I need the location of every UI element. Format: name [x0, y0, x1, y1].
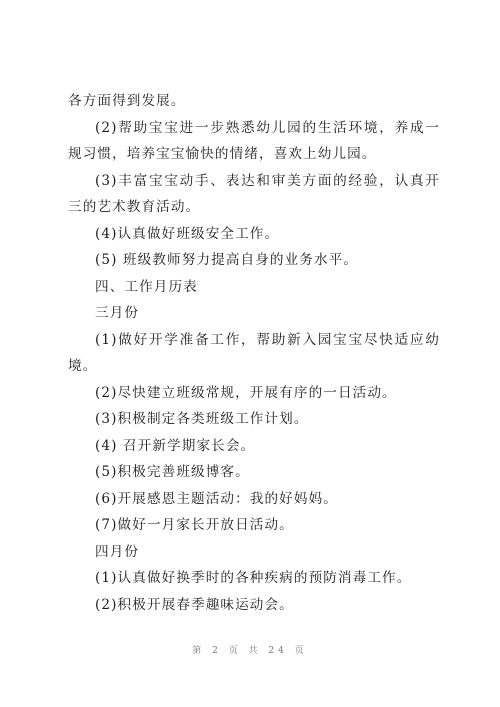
page-body — [68, 88, 440, 618]
text-line: (4) 召开新学期家长会。 — [95, 437, 256, 454]
text-line: (6)开展感恩主题活动：我的好妈妈。 — [95, 490, 338, 507]
text-line: (5)积极完善班级博客。 — [95, 464, 250, 480]
text-line: 各方面得到发展。 — [68, 93, 186, 109]
text-line: (2)帮助宝宝进一步熟悉幼儿园的生活环境，养成一 — [95, 119, 440, 136]
section-heading: 四、工作月历表 — [95, 278, 198, 295]
text-line: 境。 — [68, 358, 98, 374]
text-line: (2)积极开展春季趣味运动会。 — [95, 596, 294, 613]
page-number-footer: 第 2 页 共 24 页 — [192, 646, 308, 656]
month-heading: 三月份 — [95, 305, 140, 321]
text-line: (7)做好一月家长开放日活动。 — [95, 517, 294, 533]
text-line: 三的艺术教育活动。 — [68, 199, 201, 215]
text-line: (3)丰富宝宝动手、表达和审美方面的经验，认真开 — [95, 172, 440, 189]
text-line: (1)认真做好换季时的各种疾病的预防消毒工作。 — [95, 570, 412, 586]
text-line: (2)尽快建立班级常规，开展有序的一日活动。 — [95, 384, 397, 401]
month-heading: 四月份 — [95, 543, 140, 560]
text-line: (3)积极制定各类班级工作计划。 — [95, 411, 309, 427]
text-line: (1)做好开学准备工作，帮助新入园宝宝尽快适应幼 — [95, 331, 440, 348]
text-line: 规习惯，培养宝宝愉快的情绪，喜欢上幼儿园。 — [68, 146, 377, 162]
text-line: (4)认真做好班级安全工作。 — [95, 225, 280, 242]
text-line: (5) 班级教师努力提高自身的业务水平。 — [95, 252, 359, 268]
